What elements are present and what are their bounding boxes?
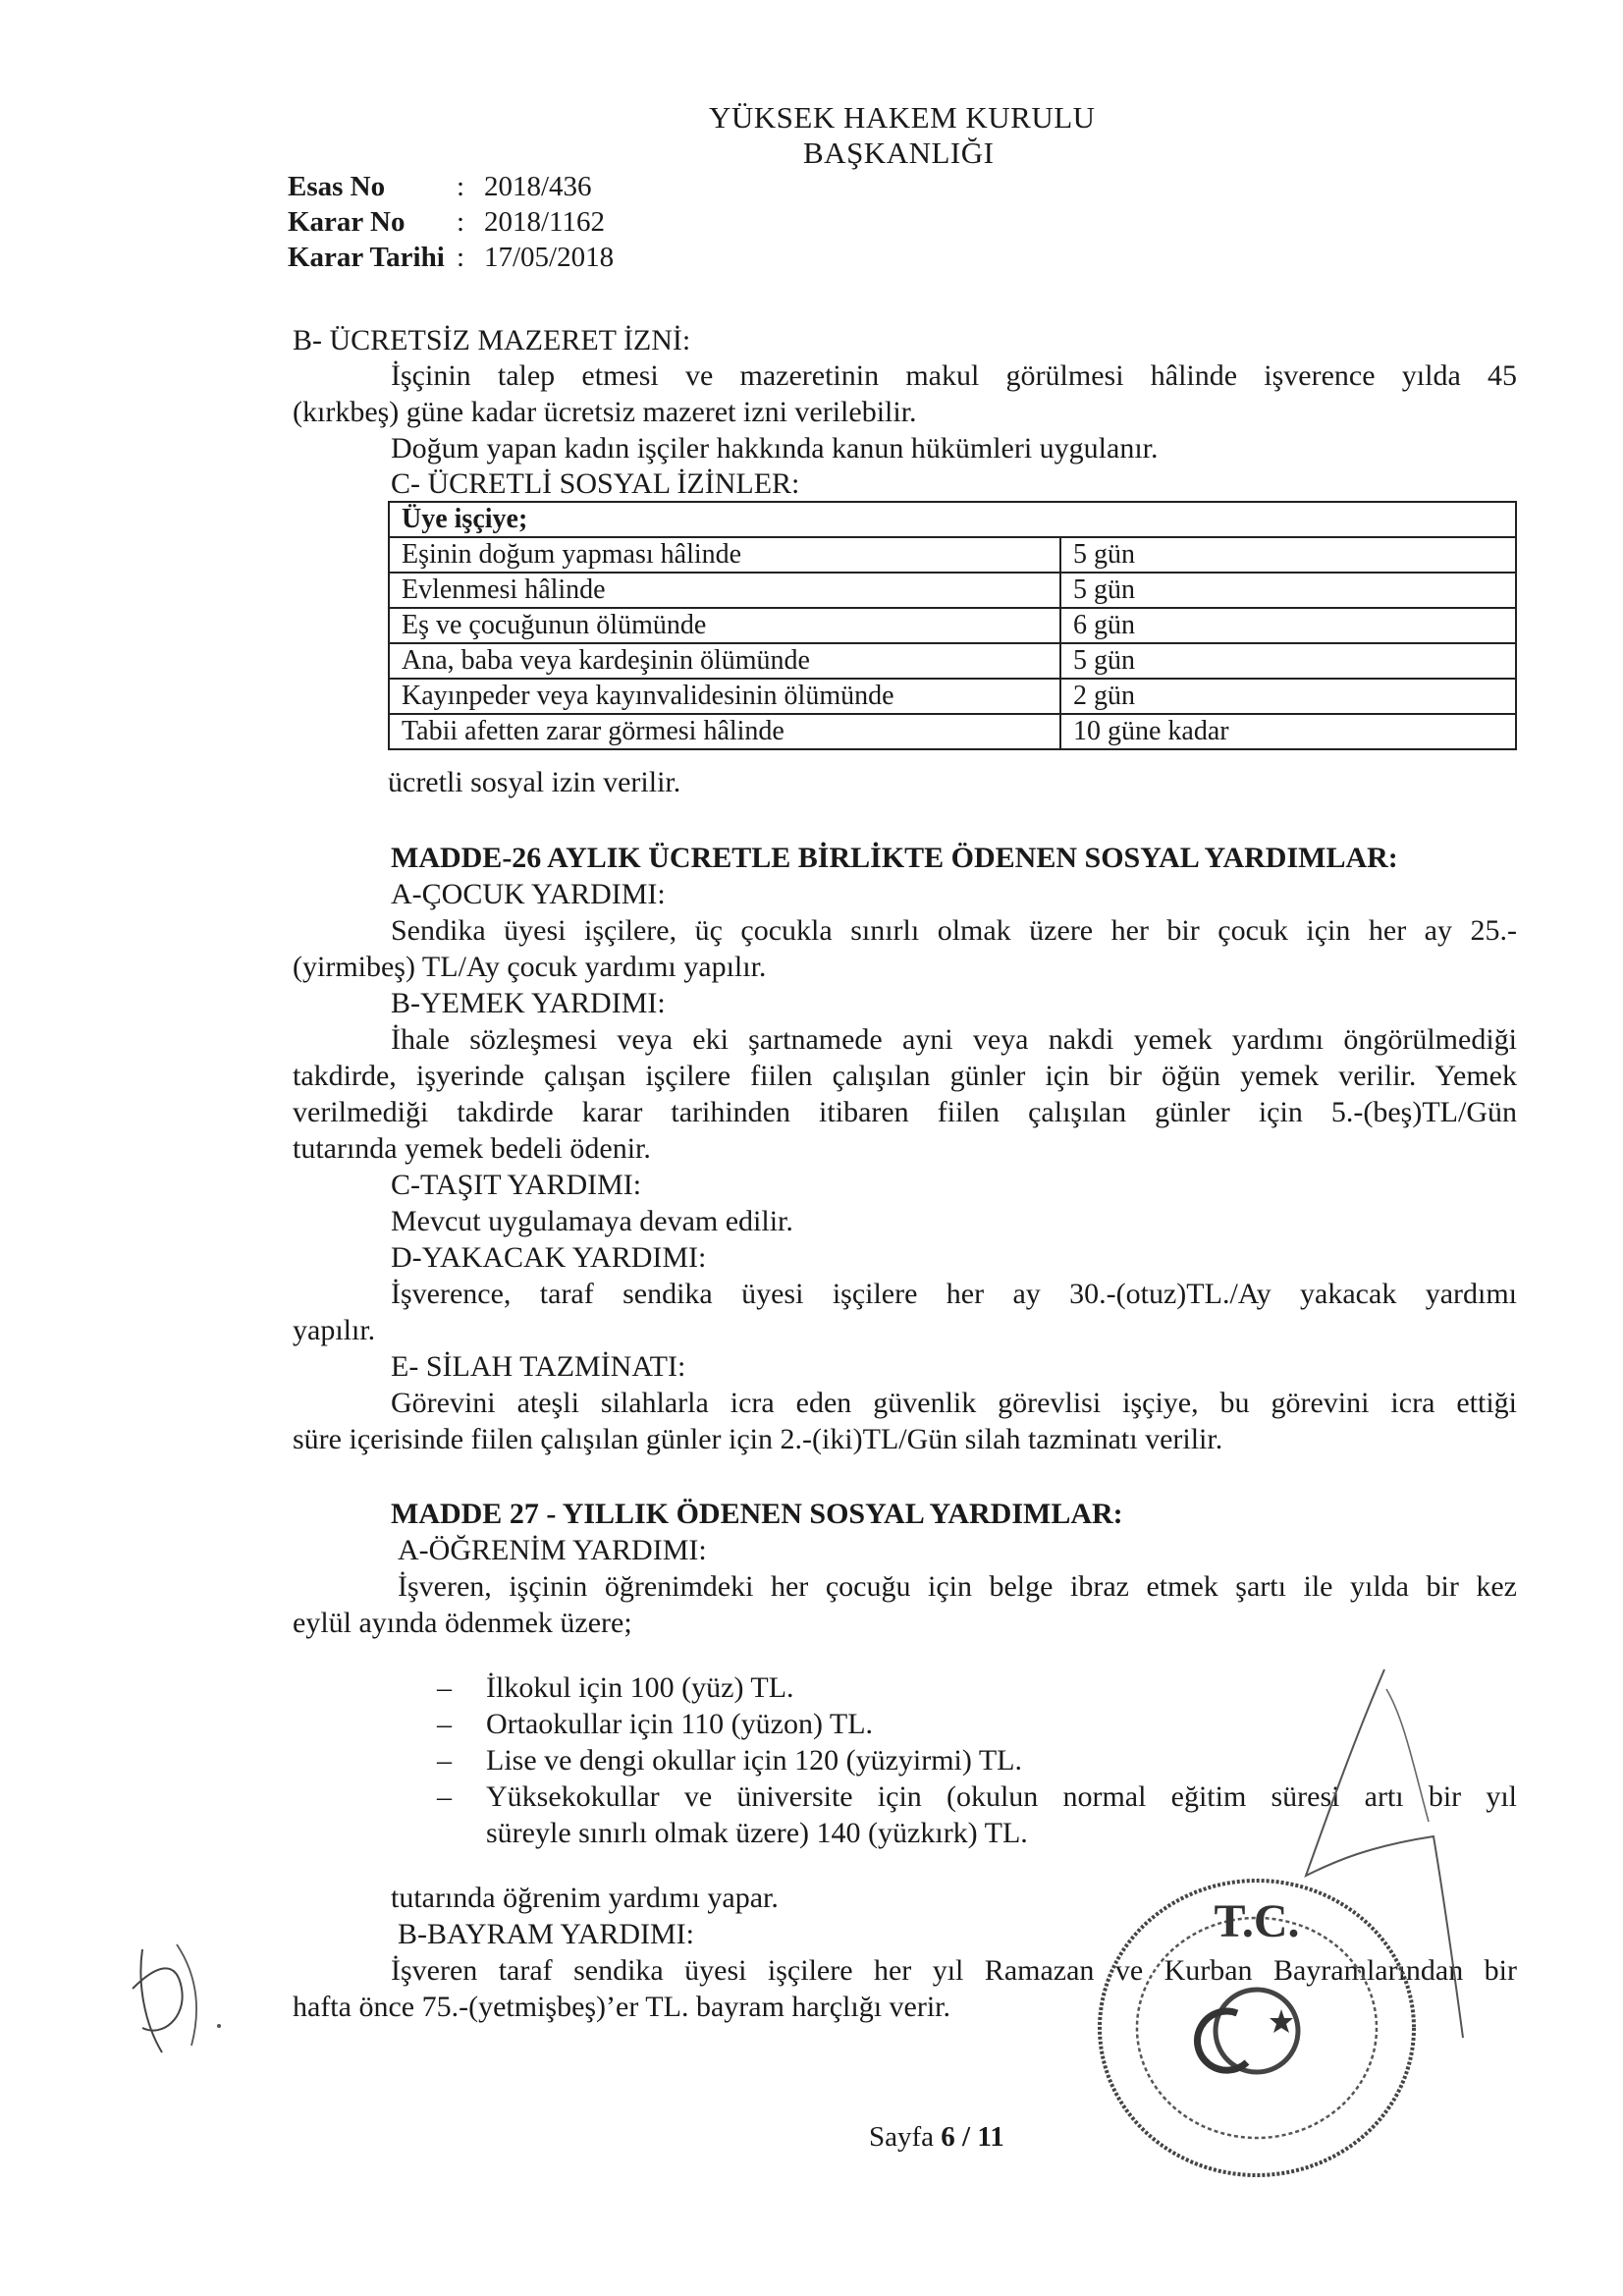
table-cell-days: 2 gün xyxy=(1060,679,1516,714)
meta-value: 2018/1162 xyxy=(484,206,605,238)
meta-sep: : xyxy=(457,242,465,273)
header-title-line1: YÜKSEK HAKEM KURULU xyxy=(709,100,1096,135)
paragraph-line: eylül ayında ödenmek üzere; xyxy=(293,1607,632,1639)
section-heading: A-ÖĞRENİM YARDIMI: xyxy=(398,1534,707,1566)
meta-sep: : xyxy=(457,206,465,238)
section-heading: C-TAŞIT YARDIMI: xyxy=(391,1169,642,1201)
table-cell-days: 6 gün xyxy=(1060,608,1516,643)
paragraph-line: takdirde, işyerinde çalışan işçilere fiilen çalışılan günler için bir öğün yemek verilir. Yemek xyxy=(293,1060,1517,1092)
paragraph-line: (yirmibeş) TL/Ay çocuk yardımı yapılır. xyxy=(293,951,767,983)
table-cell-case: Evlenmesi hâlinde xyxy=(389,573,1060,608)
paragraph-line: verilmediği takdirde karar tarihinden itibaren fiilen çalışılan günler için 5.-(beş)TL/Gün xyxy=(293,1096,1517,1128)
table-row xyxy=(389,537,1516,573)
leave-table xyxy=(388,501,1517,750)
list-item: Ortaokullar için 110 (yüzon) TL. xyxy=(486,1708,874,1740)
table-cell-days: 5 gün xyxy=(1060,643,1516,679)
table-cell-days: 10 güne kadar xyxy=(1060,714,1516,749)
paragraph-line: Sendika üyesi işçilere, üç çocukla sınırlı olmak üzere her bir çocuk için her ay 25.- xyxy=(391,914,1517,947)
page-current: 6 xyxy=(941,2121,955,2153)
paragraph-line: tutarında öğrenim yardımı yapar. xyxy=(391,1882,779,1914)
list-dash: – xyxy=(437,1744,452,1777)
list-dash: – xyxy=(437,1708,452,1740)
meta-value: 17/05/2018 xyxy=(484,242,615,273)
section-heading: B-BAYRAM YARDIMI: xyxy=(398,1918,694,1950)
table-cell-case: Eş ve çocuğunun ölümünde xyxy=(389,608,1060,643)
section-heading: B-YEMEK YARDIMI: xyxy=(391,987,666,1019)
paragraph-line: İhale sözleşmesi veya eki şartnamede ayni veya nakdi yemek yardımı öngörülmediği xyxy=(391,1023,1517,1056)
table-row xyxy=(389,679,1516,714)
table-row xyxy=(389,608,1516,643)
table-header-row xyxy=(389,502,1516,537)
paragraph-line: yapılır. xyxy=(293,1314,376,1346)
meta-label: Karar No xyxy=(288,206,406,238)
paragraph-line: hafta önce 75.-(yetmişbeş)’er TL. bayram harçlığı verir. xyxy=(293,1991,951,2023)
paragraph-line: İşverence, taraf sendika üyesi işçilere her ay 30.-(otuz)TL./Ay yakacak yardımı xyxy=(391,1278,1517,1310)
table-cell-case: Eşinin doğum yapması hâlinde xyxy=(389,537,1060,573)
table-row xyxy=(389,573,1516,608)
meta-label: Esas No xyxy=(288,171,386,202)
paragraph-line: Doğum yapan kadın işçiler hakkında kanun hükümleri uygulanır. xyxy=(391,432,1159,465)
paragraph-line: İşveren taraf sendika üyesi işçilere her yıl Ramazan ve Kurban Bayramlarından bir xyxy=(391,1954,1517,1987)
section-heading: C- ÜCRETLİ SOSYAL İZİNLER: xyxy=(391,467,800,500)
page-number xyxy=(869,2121,1004,2154)
paragraph-line: süre içerisinde fiilen çalışılan günler için 2.-(iki)TL/Gün silah tazminatı verilir. xyxy=(293,1423,1223,1455)
table-cell-case: Ana, baba veya kardeşinin ölümünde xyxy=(389,643,1060,679)
paragraph-line: (kırkbeş) güne kadar ücretsiz mazeret izni verilebilir. xyxy=(293,396,917,428)
official-stamp xyxy=(1090,1866,1424,2190)
table-cell-days: 5 gün xyxy=(1060,573,1516,608)
list-item: İlkokul için 100 (yüz) TL. xyxy=(486,1671,794,1704)
meta-sep: : xyxy=(457,171,465,202)
paragraph-line: ücretli sosyal izin verilir. xyxy=(388,766,681,798)
page-label: Sayfa xyxy=(869,2121,935,2153)
signature-left xyxy=(123,1930,231,2062)
table-cell-days: 5 gün xyxy=(1060,537,1516,573)
stamp-text: T.C. xyxy=(1214,1895,1300,1947)
section-heading: E- SİLAH TAZMİNATI: xyxy=(391,1350,686,1383)
list-dash: – xyxy=(437,1671,452,1704)
list-item: Yüksekokullar ve üniversite için (okulun normal eğitim süresi artı bir yıl xyxy=(486,1780,1517,1813)
paragraph-line: İşveren, işçinin öğrenimdeki her çocuğu için belge ibraz etmek şartı ile yılda bir kez xyxy=(398,1570,1517,1603)
article-heading: MADDE-26 AYLIK ÜCRETLE BİRLİKTE ÖDENEN SOSYAL YARDIMLAR: xyxy=(391,842,1398,874)
section-heading: A-ÇOCUK YARDIMI: xyxy=(391,878,666,910)
paragraph-line: Görevini ateşli silahlarla icra eden güvenlik görevlisi işçiye, bu görevini icra ettiği xyxy=(391,1387,1517,1419)
list-item-continued: süreyle sınırlı olmak üzere) 140 (yüzkırk) TL. xyxy=(486,1817,1028,1849)
list-item: Lise ve dengi okullar için 120 (yüzyirmi) TL. xyxy=(486,1744,1022,1777)
paragraph-line: İşçinin talep etmesi ve mazeretinin makul görülmesi hâlinde işverence yılda 45 xyxy=(391,359,1517,392)
header-title-line2: BAŞKANLIĞI xyxy=(803,136,995,170)
table-row xyxy=(389,714,1516,749)
paragraph-line: tutarında yemek bedeli ödenir. xyxy=(293,1132,651,1165)
meta-value: 2018/436 xyxy=(484,171,592,202)
list-dash: – xyxy=(437,1780,452,1813)
section-heading: B- ÜCRETSİZ MAZERET İZNİ: xyxy=(293,324,691,356)
section-heading: D-YAKACAK YARDIMI: xyxy=(391,1241,707,1274)
table-row xyxy=(389,643,1516,679)
table-header-cell: Üye işçiye; xyxy=(389,502,1516,537)
page-total: 11 xyxy=(977,2121,1004,2153)
paragraph-line: Mevcut uygulamaya devam edilir. xyxy=(391,1205,793,1237)
article-heading: MADDE 27 - YILLIK ÖDENEN SOSYAL YARDIMLAR: xyxy=(391,1498,1123,1530)
meta-label: Karar Tarihi xyxy=(288,242,445,273)
table-cell-case: Kayınpeder veya kayınvalidesinin ölümünde xyxy=(389,679,1060,714)
table-cell-case: Tabii afetten zarar görmesi hâlinde xyxy=(389,714,1060,749)
page-sep: / xyxy=(962,2121,971,2153)
